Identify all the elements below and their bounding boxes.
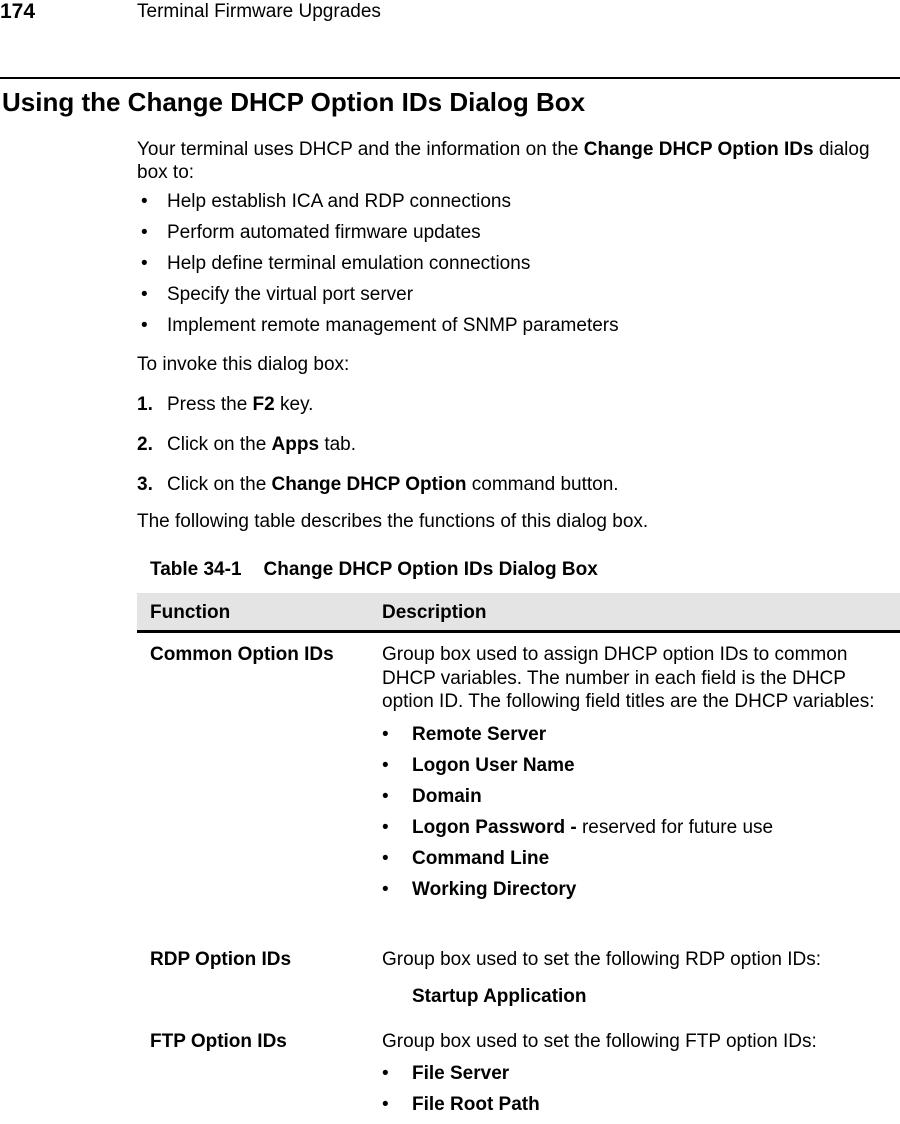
description-cell (382, 643, 887, 910)
intro-paragraph (137, 138, 887, 184)
ftp-option-list (382, 1062, 887, 1124)
list-item-text: Help define terminal emulation connections (167, 253, 531, 274)
step-number: 3. (137, 474, 153, 495)
step-button: Change DHCP Option (271, 474, 467, 495)
list-item-text: Help establish ICA and RDP connections (167, 191, 511, 212)
step-item (137, 473, 887, 513)
description-text: Group box used to set the following RDP option IDs: (382, 949, 822, 970)
list-item (137, 283, 887, 314)
variable-note: reserved for future use (576, 817, 774, 839)
purpose-list (137, 190, 887, 345)
intro-text-end: dialog box to: (137, 139, 870, 183)
table-lead-paragraph: The following table describes the functions of this dialog box. (137, 511, 649, 532)
list-item (137, 252, 887, 283)
function-cell: FTP Option IDs (150, 1031, 287, 1052)
list-item (382, 1062, 887, 1093)
table-caption-title: Change DHCP Option IDs Dialog Box (263, 559, 598, 580)
function-cell: RDP Option IDs (150, 949, 292, 970)
list-item (382, 785, 887, 816)
section-title: Using the Change DHCP Option IDs Dialog Box (2, 87, 586, 117)
steps-list (137, 393, 887, 513)
list-item (137, 314, 887, 345)
bullet-icon: • (382, 1062, 389, 1084)
function-cell: Common Option IDs (150, 644, 334, 665)
description-text: Group box used to assign DHCP option IDs to common DHCP variables. The number in each field is the DHCP option ID. The following field titles are the DHCP variables: (382, 644, 875, 712)
page-header (0, 0, 900, 30)
list-item-text: Specify the virtual port server (167, 284, 414, 305)
rdp-option-name: Startup Application (412, 985, 587, 1007)
list-item (382, 723, 887, 754)
function-table (137, 593, 900, 1115)
bullet-icon: • (141, 253, 148, 274)
step-text-end: command button. (466, 474, 619, 495)
bullet-icon: • (382, 848, 389, 870)
variable-list (382, 723, 887, 910)
bullet-icon: • (141, 315, 148, 336)
step-text: Press the (167, 394, 253, 415)
invoke-paragraph: To invoke this dialog box: (137, 354, 350, 375)
bullet-icon: • (382, 754, 389, 776)
step-tab: Apps (271, 434, 320, 455)
step-text: Click on the (167, 474, 272, 495)
ftp-option-name: File Root Path (412, 1093, 540, 1115)
running-title: Terminal Firmware Upgrades (137, 1, 381, 22)
list-item (382, 878, 887, 909)
bullet-icon: • (382, 1093, 389, 1115)
step-key: F2 (252, 394, 275, 415)
body-text (137, 138, 887, 533)
list-item (382, 847, 887, 878)
ftp-option-name: File Server (412, 1062, 510, 1084)
header-rule (0, 77, 900, 79)
bullet-icon: • (382, 879, 389, 901)
variable-name: Logon Password - (412, 817, 577, 839)
table-header-row (137, 593, 900, 633)
column-header-function: Function (150, 602, 231, 623)
variable-name: Remote Server (412, 723, 547, 745)
column-header-description: Description (382, 602, 487, 623)
intro-text: Your terminal uses DHCP and the information on the (137, 139, 584, 160)
step-number: 1. (137, 394, 153, 415)
list-item-text: Implement remote management of SNMP parameters (167, 315, 619, 336)
table-caption-number: Table 34-1 (150, 559, 242, 580)
description-cell (382, 948, 887, 1008)
bullet-icon: • (382, 785, 389, 807)
bullet-icon: • (141, 284, 148, 305)
variable-name: Working Directory (412, 879, 577, 901)
bullet-icon: • (382, 817, 389, 839)
intro-dialog-name: Change DHCP Option IDs (583, 139, 814, 160)
list-item (382, 754, 887, 785)
variable-name: Domain (412, 785, 482, 807)
list-item (137, 221, 887, 252)
list-item-text: Perform automated firmware updates (167, 222, 481, 243)
bullet-icon: • (382, 723, 389, 745)
step-text: Click on the (167, 434, 272, 455)
table-caption (150, 558, 598, 581)
step-number: 2. (137, 434, 153, 455)
variable-name: Command Line (412, 848, 550, 870)
step-text-end: tab. (319, 434, 357, 455)
list-item (382, 1093, 887, 1124)
description-text: Group box used to set the following FTP option IDs: (382, 1031, 817, 1052)
list-item (382, 816, 887, 847)
page-number: 174 (0, 0, 36, 23)
step-text-end: key. (274, 394, 314, 415)
step-item (137, 393, 887, 433)
step-item (137, 433, 887, 473)
variable-name: Logon User Name (412, 754, 575, 776)
list-item (137, 190, 887, 221)
bullet-icon: • (141, 222, 148, 243)
bullet-icon: • (141, 191, 148, 212)
